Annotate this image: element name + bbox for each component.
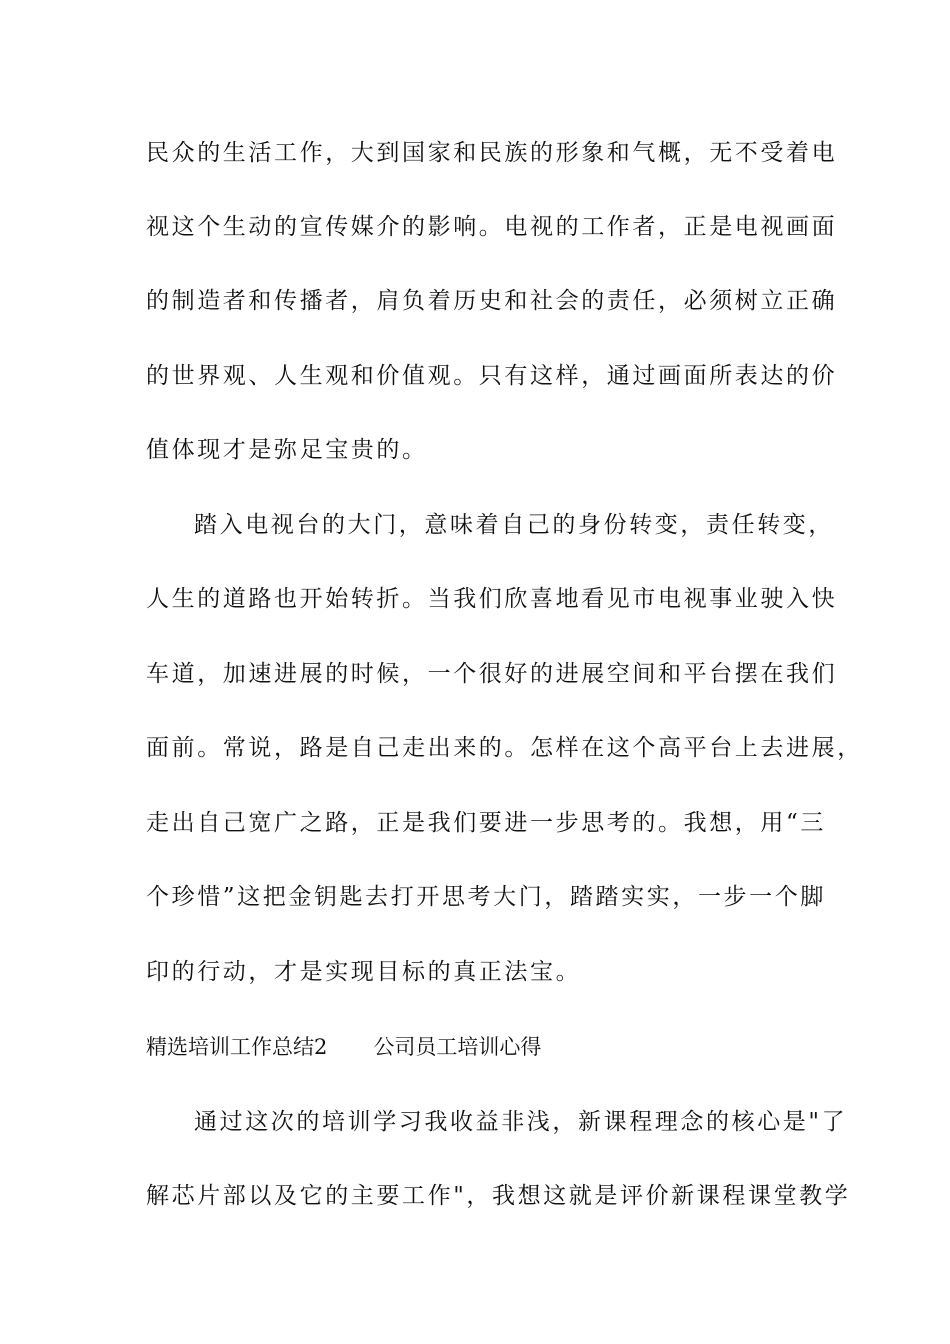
paragraph-2-line-2: 人生的道路也开始转折。当我们欣喜地看见市电视事业驶入快	[146, 586, 838, 612]
paragraph-2-line-4: 面前。常说，路是自己走出来的。怎样在这个高平台上去进展，	[146, 735, 863, 761]
paragraph-1-line-3: 的制造者和传播者，肩负着历史和社会的责任，必须树立正确	[146, 288, 838, 314]
section-heading	[146, 1032, 541, 1062]
paragraph-1-line-5: 值体现才是弥足宝贵的。	[146, 437, 428, 463]
paragraph-2-line-5: 走出自己宽广之路，正是我们要进一步思考的。我想，用“三	[146, 810, 826, 836]
paragraph-2-line-6: 个珍惜”这把金钥匙去打开思考大门，踏踏实实，一步一个脚	[146, 884, 826, 910]
paragraph-2-line-7: 印的行动，才是实现目标的真正法宝。	[146, 959, 582, 985]
paragraph-1-line-1: 民众的生活工作，大到国家和民族的形象和气概，无不受着电	[146, 140, 838, 166]
paragraph-3-line-2: 解芯片部以及它的主要工作"，我想这就是评价新课程课堂教学	[146, 1183, 851, 1209]
section-title: 精选培训工作总结2	[146, 1035, 328, 1059]
paragraph-1-line-4: 的世界观、人生观和价值观。只有这样，通过画面所表达的价	[146, 363, 838, 389]
paragraph-2-line-3: 车道，加速进展的时候，一个很好的进展空间和平台摆在我们	[146, 661, 838, 687]
paragraph-1-line-2: 视这个生动的宣传媒介的影响。电视的工作者，正是电视画面	[146, 214, 838, 240]
paragraph-2-line-1: 踏入电视台的大门，意味着自己的身份转变，责任转变，	[194, 512, 834, 538]
section-subtitle: 公司员工培训心得	[373, 1035, 542, 1059]
paragraph-3-line-1: 通过这次的培训学习我收益非浅，新课程理念的核心是"了	[194, 1109, 848, 1135]
